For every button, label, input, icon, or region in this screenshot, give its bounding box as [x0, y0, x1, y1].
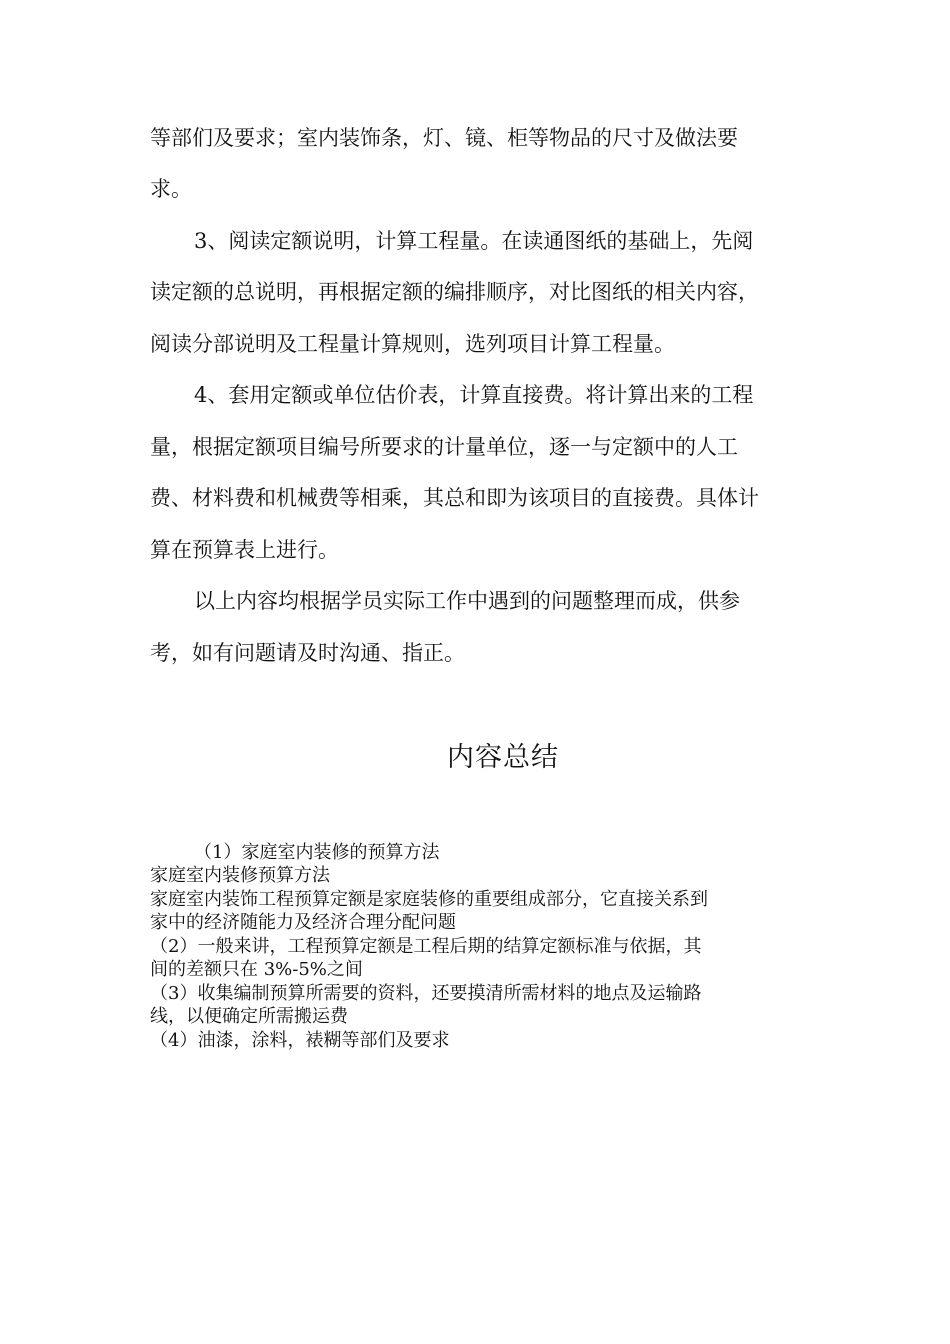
- summary-heading: 内容总结: [447, 742, 559, 773]
- paragraph-line: 阅读分部说明及工程量计算规则，选列项目计算工程量。: [150, 332, 675, 356]
- paragraph-line: 费、材料费和机械费等相乘，其总和即为该项目的直接费。具体计: [150, 486, 759, 510]
- paragraph-line: 读定额的总说明，再根据定额的编排顺序，对比图纸的相关内容，: [150, 280, 759, 304]
- summary-line: （2）一般来讲，工程预算定额是工程后期的结算定额标准与依据，其: [150, 936, 702, 957]
- summary-line: 家庭室内装饰工程预算定额是家庭装修的重要组成部分，它直接关系到: [150, 889, 708, 910]
- paragraph-line: 4、套用定额或单位估价表，计算直接费。将计算出来的工程: [194, 383, 754, 407]
- paragraph-line: 考，如有问题请及时沟通、指正。: [150, 641, 465, 665]
- paragraph-line: 算在预算表上进行。: [150, 538, 339, 562]
- summary-line: （4）油漆，涂料，裱糊等部们及要求: [150, 1030, 450, 1051]
- paragraph-line: 等部们及要求；室内装饰条，灯、镜、柜等物品的尺寸及做法要: [150, 126, 738, 150]
- summary-line: 间的差额只在 3%-5%之间: [150, 959, 363, 980]
- summary-line: 线，以便确定所需搬运费: [150, 1006, 348, 1027]
- paragraph-line: 3、阅读定额说明，计算工程量。在读通图纸的基础上，先阅: [194, 229, 754, 253]
- paragraph-line: 求。: [150, 177, 192, 201]
- paragraph-line: 以上内容均根据学员实际工作中遇到的问题整理而成，供参: [194, 589, 740, 613]
- summary-line: （1）家庭室内装修的预算方法: [194, 842, 440, 863]
- summary-line: （3）收集编制预算所需要的资料，还要摸清所需材料的地点及运输路: [150, 983, 702, 1004]
- paragraph-line: 量，根据定额项目编号所要求的计量单位，逐一与定额中的人工: [150, 435, 738, 459]
- summary-line: 家庭室内装修预算方法: [150, 865, 330, 886]
- summary-line: 家中的经济随能力及经济合理分配问题: [150, 912, 456, 933]
